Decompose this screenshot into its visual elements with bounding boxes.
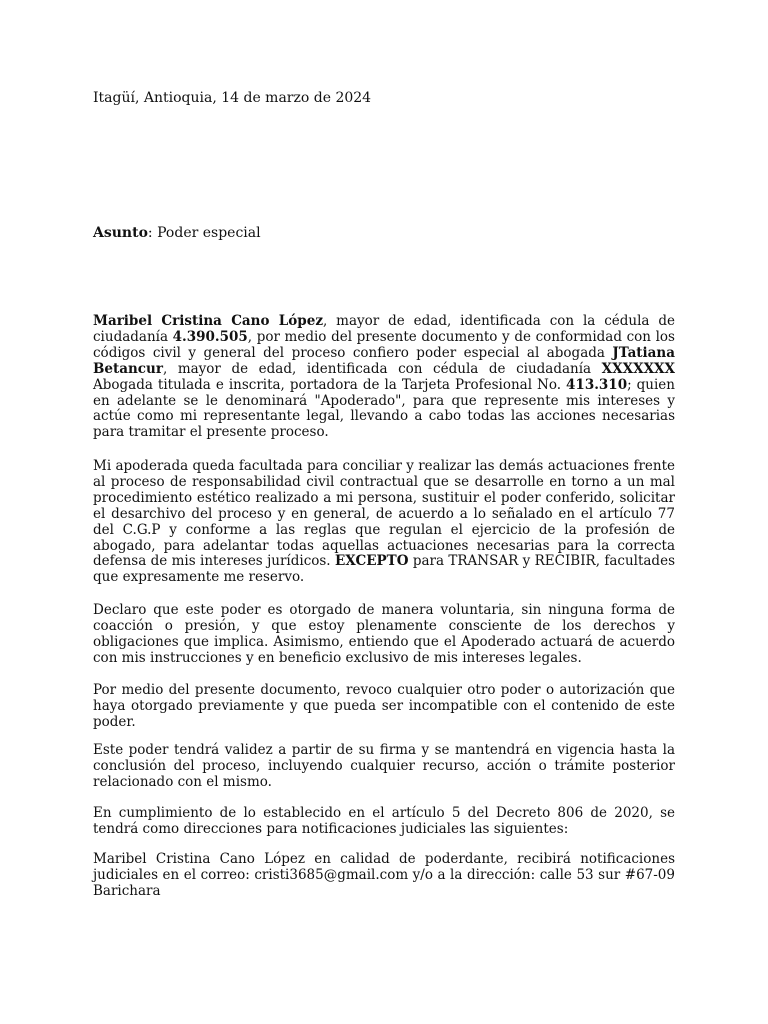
professional-card-number: 413.310 [566, 376, 628, 393]
paragraph-text: Mi apoderada queda facultada para conciliar y realizar las demás actuaciones frente al proceso de responsabilidad civil contractual que se desarrolle en torno a un mal procedimiento estético realizado a mi persona, sustituir el poder conferido, solicitar el desarchivo del proceso y en general, de acuerdo a lo señalado en el artículo 77 del C.G.P y conforme a las reglas que regulan el ejercicio de la profesión de abogado, para adelantar todas aquellas actuaciones necesarias para la correcta defensa de mis intereses jurídicos. [93, 458, 675, 570]
grantor-name: Maribel Cristina Cano López [93, 313, 323, 329]
attorney-id: XXXXXXX [601, 360, 675, 377]
paragraph-power-grant [93, 314, 675, 441]
paragraph-voluntary-declaration: Declaro que este poder es otorgado de manera voluntaria, sin ninguna forma de coacción o presión, y que estoy plenamente consciente de los derechos y obligaciones que implica. Asimismo, entiendo que el Apoderado actuará de acuerdo con mis instrucciones y en beneficio exclusivo de mis intereses legales. [93, 602, 675, 666]
subject-separator: : [147, 225, 158, 241]
place-date: Itagüí, Antioquia, 14 de marzo de 2024 [93, 90, 372, 106]
paragraph-faculties [93, 459, 675, 586]
paragraph-validity: Este poder tendrá validez a partir de su firma y se mantendrá en vigencia hasta la conclusión del proceso, incluyendo cualquier recurso, acción o trámite posterior relacionado con el mismo. [93, 742, 675, 790]
paragraph-revocation: Por medio del presente documento, revoco cualquier otro poder o autorización que haya otorgado previamente y que pueda ser incompatible con el contenido de este poder. [93, 682, 675, 730]
paragraph-text: , mayor de edad, identificada con cédula de ciudadanía [162, 360, 602, 377]
paragraph-text: , por medio del presente documento y de conformidad con los códigos civil y general del proceso confiero poder especial al abogada [93, 328, 675, 361]
subject-label: Asunto [93, 225, 148, 241]
attorney-name: JTatiana Betancur [93, 344, 675, 377]
exception-keyword: EXCEPTO [334, 553, 409, 570]
paragraph-grantor-contact: Maribel Cristina Cano López en calidad de poderdante, recibirá notificaciones judiciales en el correo: cristi3685@gmail.com y/o a la dirección: calle 53 sur #67-09 Barichara [93, 851, 675, 899]
paragraph-text: para TRANSAR y RECIBIR, facultades que expresamente me reservo. [93, 553, 675, 586]
paragraph-notifications-intro: En cumplimiento de lo establecido en el artículo 5 del Decreto 806 de 2020, se tendrá como direcciones para notificaciones judiciales las siguientes: [93, 805, 675, 837]
grantor-id: 4.390.505 [172, 328, 248, 345]
subject-text: Poder especial [157, 225, 261, 241]
paragraph-text: Abogada titulada e inscrita, portadora de la Tarjeta Profesional No. [93, 376, 567, 393]
paragraph-text: ; quien en adelante se le denominará "Apoderado", para que represente mis intereses y actúe como mi representante legal, llevando a cabo todas las acciones necesarias para tramitar el presente proceso. [93, 376, 675, 441]
subject-line [93, 225, 261, 241]
paragraph-text: , mayor de edad, identificada con la cédula de ciudadanía [93, 313, 675, 345]
